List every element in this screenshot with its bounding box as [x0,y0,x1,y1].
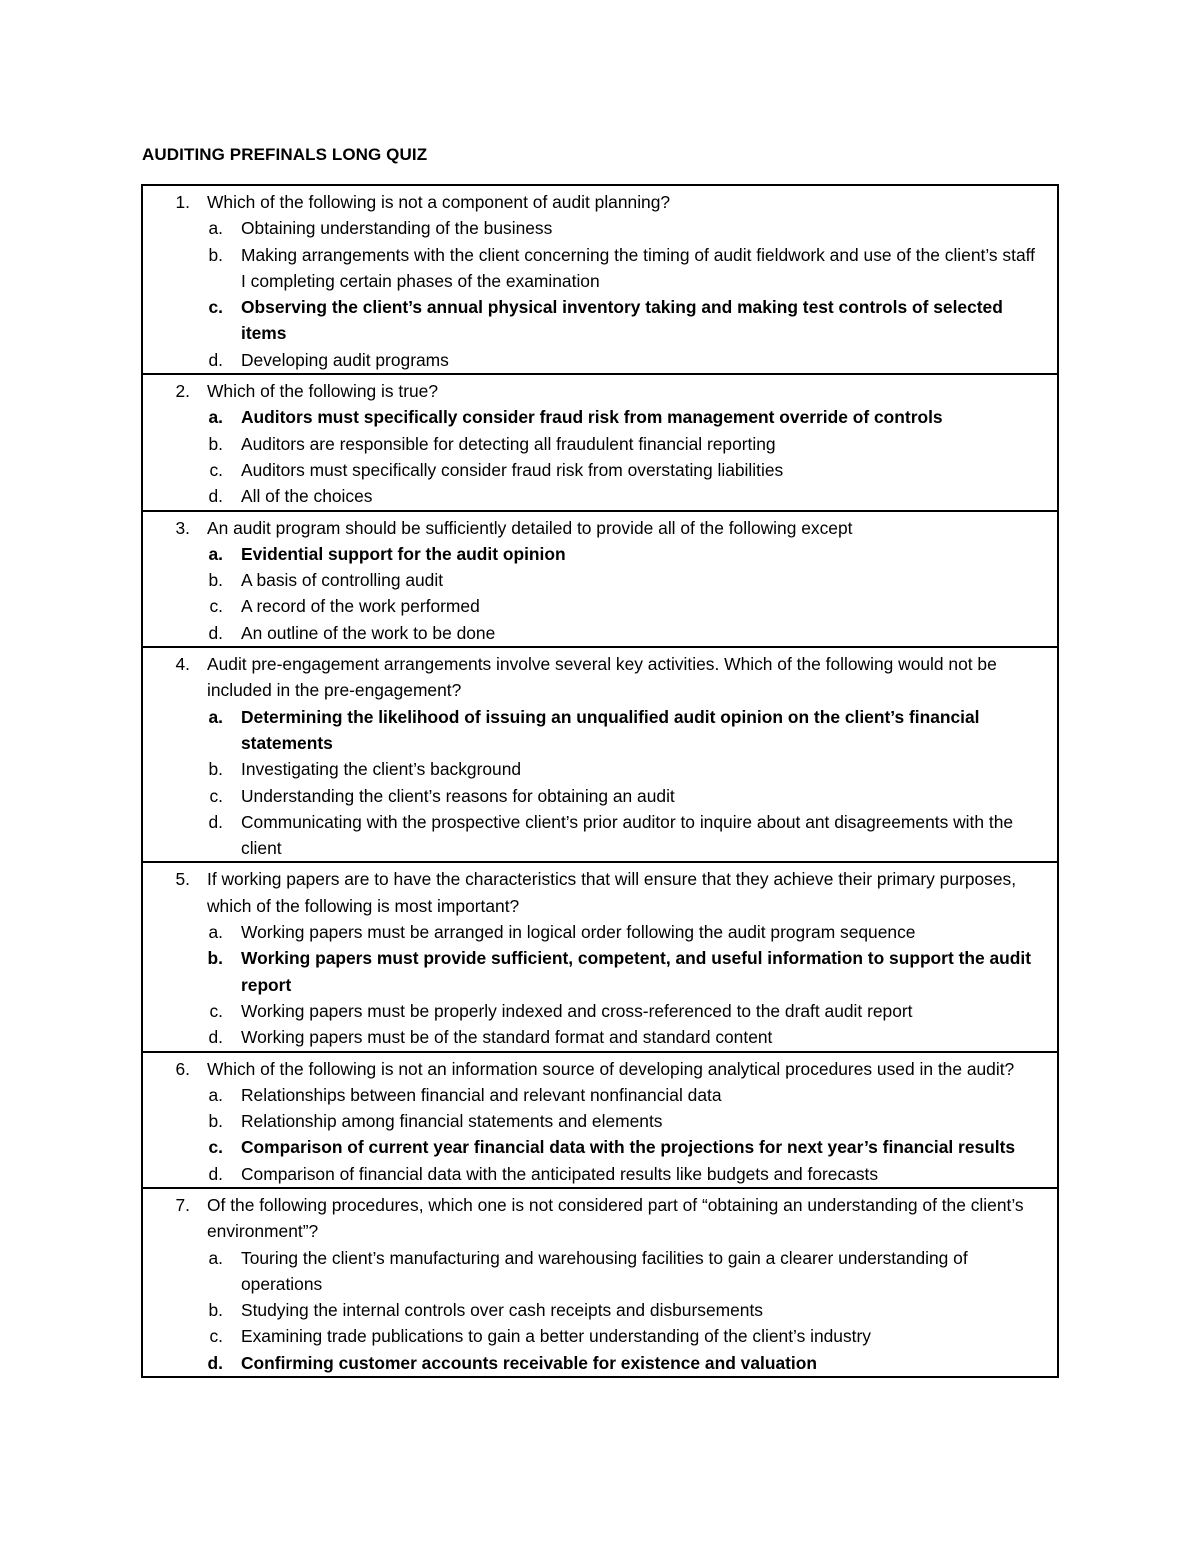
option-letter: a. [208,218,223,239]
option-text: Studying the internal controls over cash receipts and disbursements [241,1300,763,1321]
question-cell-7 [143,1187,1057,1376]
option-row [143,483,1041,509]
option-row [143,593,1041,619]
option-text: A basis of controlling audit [241,570,444,591]
option-letter: b. [208,1111,223,1132]
option-row [143,809,1041,862]
question-row [143,866,1041,919]
option-letter: c. [209,459,223,480]
option-text: Examining trade publications to gain a better understanding of the client’s industry [241,1326,871,1347]
question-text: An audit program should be sufficiently detailed to provide all of the following except [207,517,853,538]
question-number: 1. [175,192,190,212]
option-text: Working papers must be properly indexed and cross-referenced to the draft audit report [241,1000,913,1021]
option-row [143,919,1041,945]
option-letter: d. [207,1352,223,1373]
option-row [143,620,1041,646]
question-number: 7. [175,1194,190,1215]
option-letter: c. [209,785,223,806]
option-row [143,783,1041,809]
option-text: Investigating the client’s background [241,759,522,780]
option-letter: b. [208,1300,223,1321]
question-cell-2 [143,373,1057,509]
question-number: 4. [175,654,190,675]
option-row [143,567,1041,593]
question-number: 2. [175,381,190,402]
option-text: Touring the client’s manufacturing and warehousing facilities to gain a clearer understanding of operations [241,1247,968,1294]
question-row [143,515,1041,541]
question-cell-6 [143,1051,1057,1187]
option-row [143,1082,1041,1108]
option-row [143,1161,1041,1187]
option-text: Determining the likelihood of issuing an unqualified audit opinion on the client’s financial statements [241,706,980,753]
option-row [143,431,1041,457]
question-row [143,1192,1041,1245]
option-text: Relationships between financial and relevant nonfinancial data [241,1084,722,1105]
option-text: A record of the work performed [241,596,480,617]
question-row [143,378,1041,404]
option-text: Relationship among financial statements and elements [241,1111,663,1132]
option-letter: b. [208,759,223,780]
option-text: Communicating with the prospective client’s prior auditor to inquire about ant disagreements with the client [241,811,1014,859]
option-row-correct [143,541,1041,567]
option-text: Auditors must specifically consider fraud risk from management override of controls [241,407,943,428]
option-letter: c. [208,297,223,318]
option-row-correct [143,404,1041,430]
option-letter: a. [208,706,223,727]
option-row [143,215,1041,241]
option-letter: a. [208,407,223,428]
option-row [143,242,1041,295]
option-text: Comparison of current year financial data with the projections for next year’s financial results [241,1137,1016,1158]
option-row-correct [143,1134,1041,1160]
option-row [143,1108,1041,1134]
option-text: Developing audit programs [241,349,449,370]
option-text: All of the choices [241,486,373,507]
question-text: Which of the following is not an information source of developing analytical procedures used in the audit? [207,1058,1015,1079]
question-text: Which of the following is true? [207,381,439,402]
question-row [143,651,1041,704]
quiz-table [141,184,1059,1378]
question-cell-1 [143,186,1057,373]
question-number: 5. [175,869,190,890]
option-letter: c. [209,1000,223,1021]
option-letter: a. [208,543,223,564]
option-letter: b. [208,570,223,591]
option-letter: c. [209,1326,223,1347]
option-row-correct [143,1350,1041,1376]
question-number: 6. [175,1058,190,1079]
option-row [143,756,1041,782]
option-row [143,1323,1041,1349]
option-text: Auditors are responsible for detecting all fraudulent financial reporting [241,433,776,454]
option-letter: b. [208,433,223,454]
option-letter: c. [209,596,223,617]
question-row [143,1056,1041,1082]
page-title: AUDITING PREFINALS LONG QUIZ [142,145,428,164]
option-text: Evidential support for the audit opinion [241,543,566,564]
question-text: Audit pre-engagement arrangements involve several key activities. Which of the following would not be included in the pre-engagement? [207,654,997,701]
option-row-correct [143,704,1041,757]
option-text: An outline of the work to be done [241,622,496,643]
question-text: Of the following procedures, which one is not considered part of “obtaining an understanding of the client’s environment”? [207,1194,1024,1242]
option-row [143,457,1041,483]
option-text: Confirming customer accounts receivable for existence and valuation [241,1352,817,1373]
option-letter: d. [208,1163,223,1184]
question-number: 3. [175,517,190,538]
option-text: Obtaining understanding of the business [241,218,553,239]
option-letter: a. [208,1247,223,1268]
option-text: Comparison of financial data with the anticipated results like budgets and forecasts [241,1163,879,1184]
option-text: Auditors must specifically consider fraud risk from overstating liabilities [241,459,784,480]
option-text: Working papers must be of the standard format and standard content [241,1027,773,1048]
option-letter: a. [208,1084,223,1105]
option-row [143,1024,1041,1050]
option-text: Making arrangements with the client concerning the timing of audit fieldwork and use of the client’s staff I completing certain phases of the examination [241,244,1035,291]
option-letter: c. [208,1137,223,1158]
option-letter: d. [208,1027,223,1048]
option-row [143,1245,1041,1298]
option-row [143,1297,1041,1323]
question-row [143,189,1041,215]
question-text: Which of the following is not a component of audit planning? [207,192,671,212]
option-letter: b. [208,244,223,265]
question-text: If working papers are to have the characteristics that will ensure that they achieve their primary purposes, which of the following is most important? [207,869,1017,916]
option-text: Observing the client’s annual physical inventory taking and making test controls of selected items [241,297,1003,344]
option-row-correct [143,945,1041,998]
option-text: Understanding the client’s reasons for obtaining an audit [241,785,675,806]
option-row [143,998,1041,1024]
option-text: Working papers must provide sufficient, competent, and useful information to support the audit report [241,948,1032,995]
option-row-correct [143,294,1041,347]
question-cell-5 [143,861,1057,1050]
question-cell-3 [143,510,1057,646]
option-letter: d. [208,811,223,832]
option-letter: d. [208,349,223,370]
option-letter: b. [207,948,223,969]
option-row [143,347,1041,373]
option-text: Working papers must be arranged in logical order following the audit program sequence [241,922,916,943]
option-letter: d. [208,622,223,643]
option-letter: d. [208,486,223,507]
question-cell-4 [143,646,1057,861]
option-letter: a. [208,922,223,943]
